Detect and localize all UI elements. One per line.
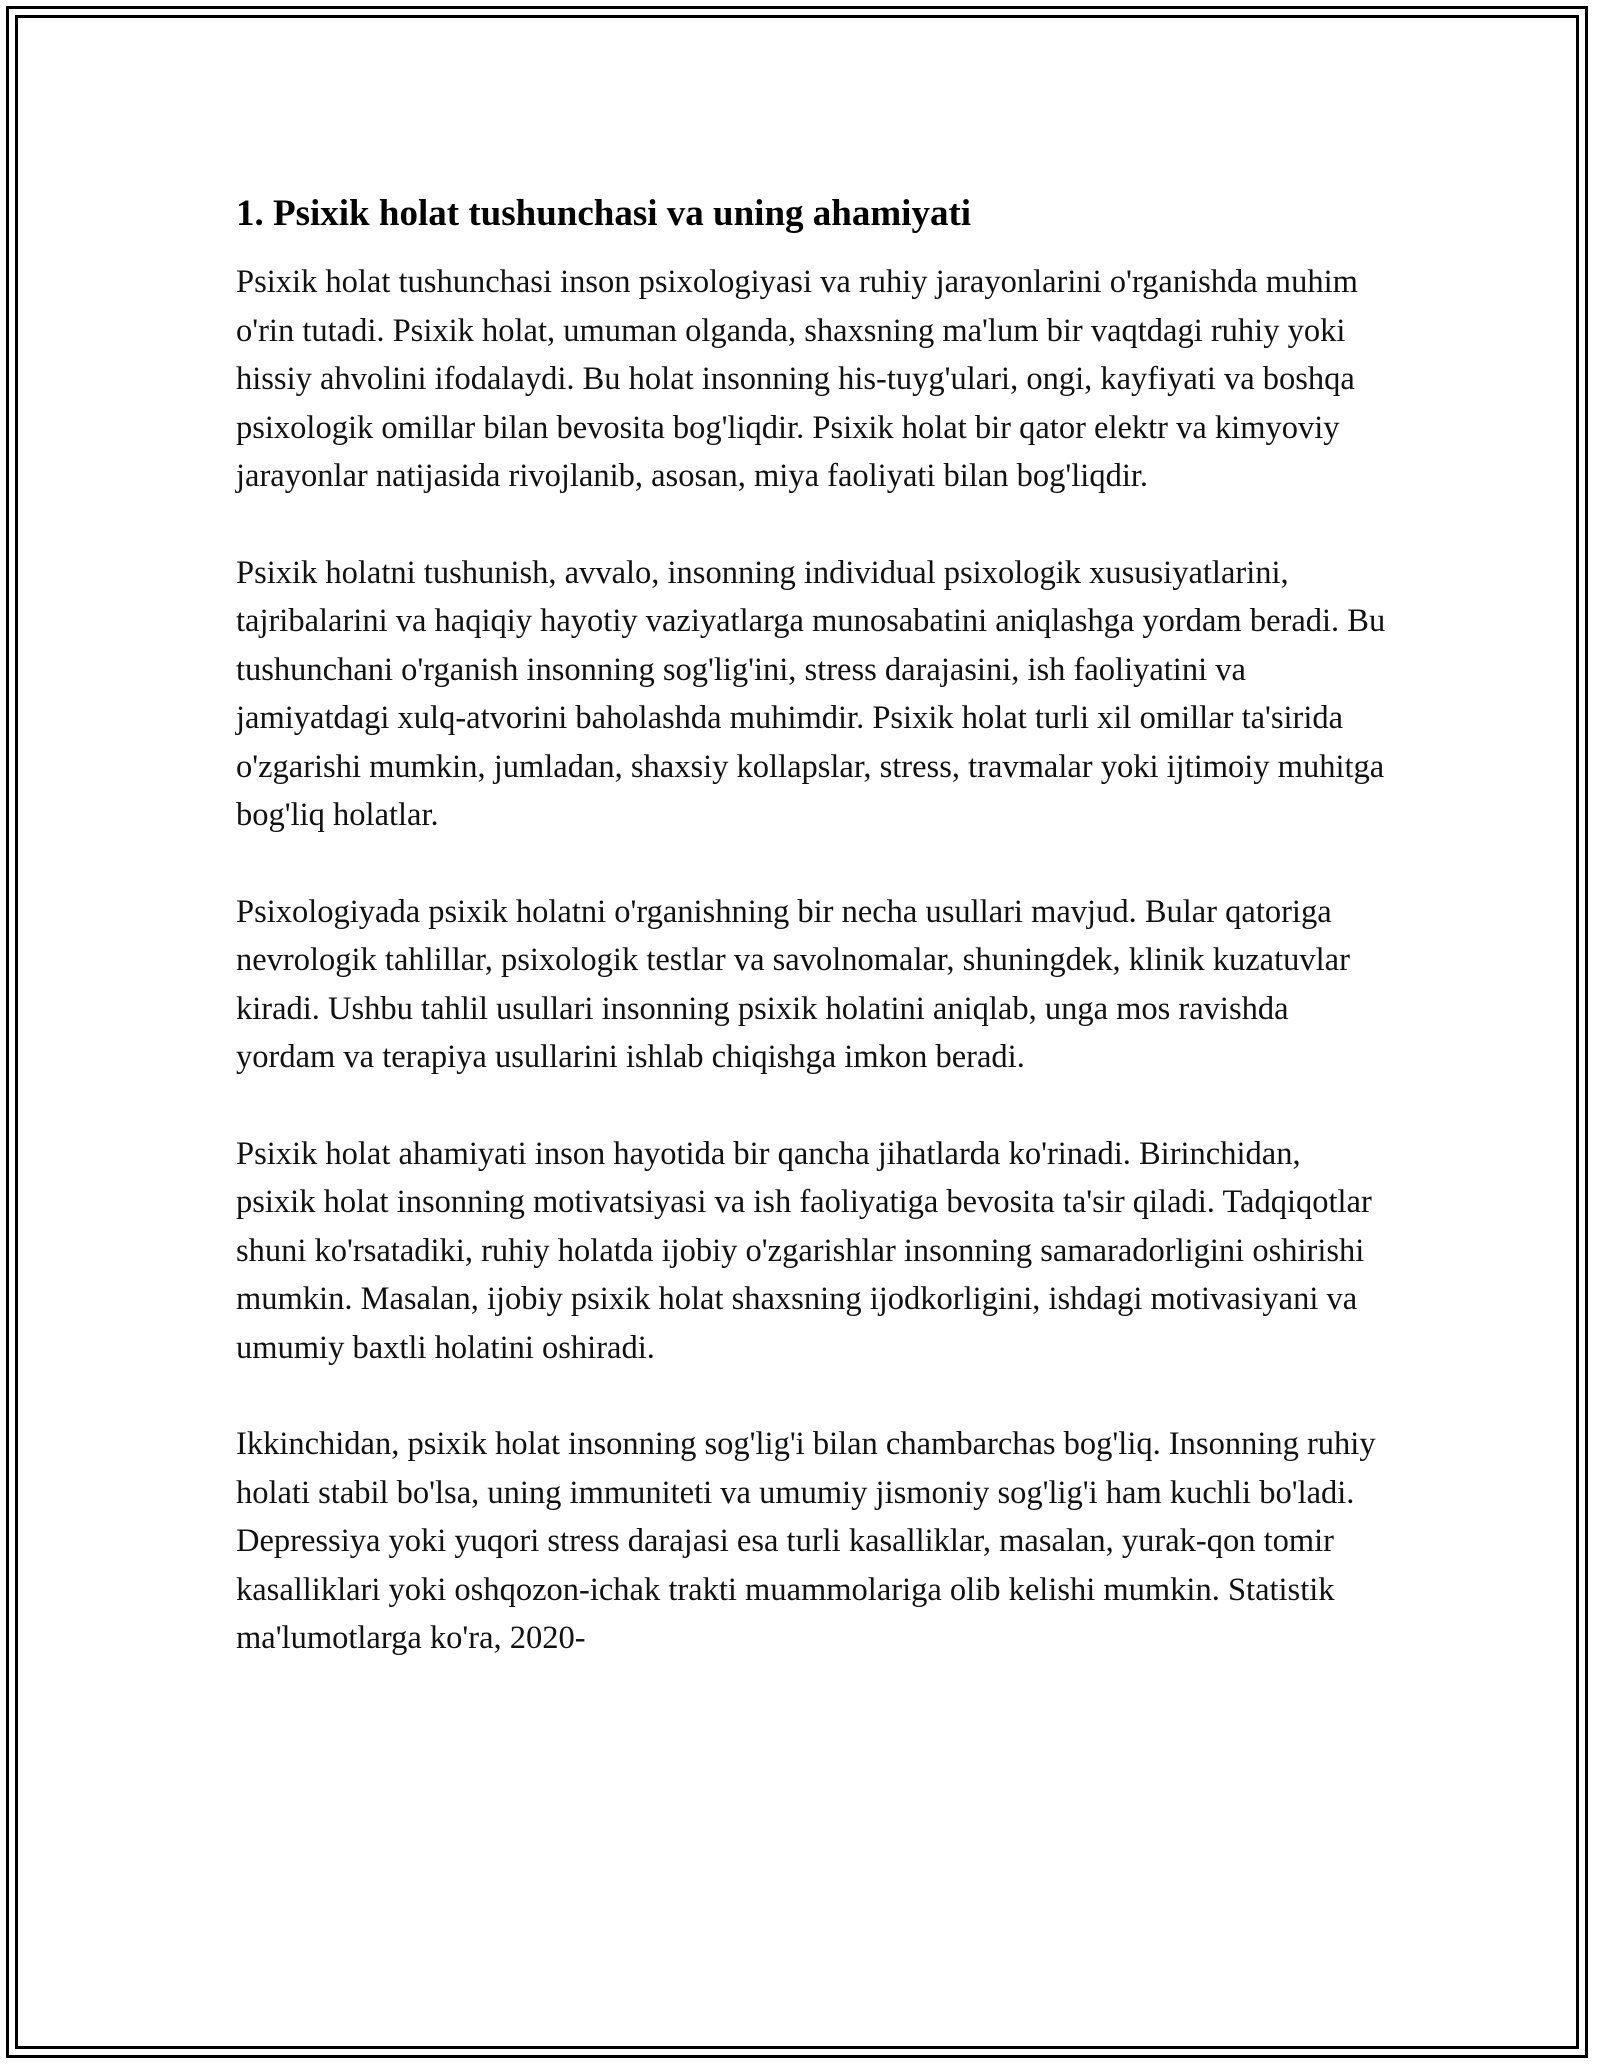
paragraph-1: Psixik holat tushunchasi inson psixologiyasi va ruhiy jarayonlarini o'rganishda muhim o'rin tutadi. Psixik holat, umuman olganda, shaxsning ma'lum bir vaqtdagi ruhiy yoki hissiy ahvolini ifodalaydi. Bu holat insonning his-tuyg'ulari, ongi, kayfiyati va boshqa psixologik omillar bilan bevosita bog'liqdir. Psixik holat bir qator elektr va kimyoviy jarayonlar natijasida rivojlanib, asosan, miya faoliyati bilan bog'liqdir.: [236, 264, 1358, 494]
paragraph-4: Psixik holat ahamiyati inson hayotida bir qancha jihatlarda ko'rinadi. Birinchidan, psixik holat insonning motivatsiyasi va ish faoliyatiga bevosita ta'sir qiladi. Tadqiqotlar shuni ko'rsatadiki, ruhiy holatda ijobiy o'zgarishlar insonning samaradorligini oshirishi mumkin. Masalan, ijobiy psixik holat shaxsning ijodkorligini, ishdagi motivasiyani va umumiy baxtli holatini oshiradi.: [236, 1135, 1372, 1366]
document-body: [236, 188, 1386, 1711]
paragraph-2: Psixik holatni tushunish, avvalo, insonning individual psixologik xususiyatlarini, tajribalarini va haqiqiy hayotiy vaziyatlarga munosabatini aniqlashga yordam beradi. Bu tushunchani o'rganish insonning sog'lig'ini, stress darajasini, ish faoliyatini va jamiyatdagi xulq-atvorini baholashda muhimdir. Psixik holat turli xil omillar ta'sirida o'zgarishi mumkin, jumladan, shaxsiy kollapslar, stress, travmalar yoki ijtimoiy muhitga bog'liq holatlar.: [236, 554, 1386, 833]
paragraph-5: Ikkinchidan, psixik holat insonning sog'lig'i bilan chambarchas bog'liq. Insonning ruhiy holati stabil bo'lsa, uning immuniteti va umumiy jismoniy sog'lig'i ham kuchli bo'ladi. Depressiya yoki yuqori stress darajasi esa turli kasalliklar, masalan, yurak-qon tomir kasalliklari yoki oshqozon-ichak trakti muammolariga olib kelishi mumkin. Statistik ma'lumotlarga ko'ra, 2020-: [236, 1426, 1376, 1656]
section-heading: 1. Psixik holat tushunchasi va uning ahamiyati: [236, 193, 972, 234]
paragraph-3: Psixologiyada psixik holatni o'rganishning bir necha usullari mavjud. Bular qatoriga nevrologik tahlillar, psixologik testlar va savolnomalar, shuningdek, klinik kuzatuvlar kiradi. Ushbu tahlil usullari insonning psixik holatini aniqlab, unga mos ravishda yordam va terapiya usullarini ishlab chiqishga imkon beradi.: [236, 893, 1350, 1075]
